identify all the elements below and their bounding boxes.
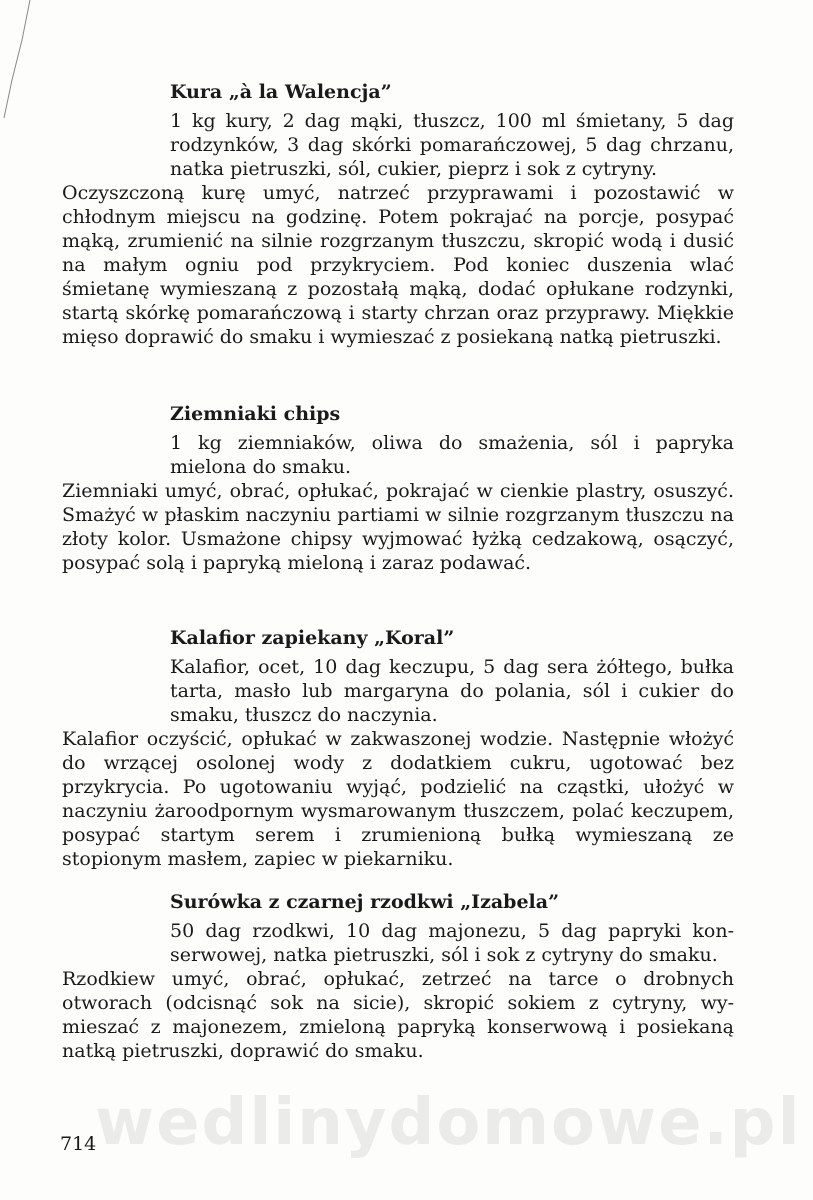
recipe-ingredients: 1 kg ziemniaków, oliwa do smażenia, sól i papryka mielona do smaku. — [170, 432, 734, 478]
recipe-title: Surówka z czarnej rzodkwi „Izabela” — [170, 891, 559, 913]
recipe-surowka-z-czarnej-rzodkwi — [62, 890, 734, 1063]
recipe-ingredients: 1 kg kury, 2 dag mąki, tłuszcz, 100 ml śmietany, 5 dag rodzynków, 3 dag skórki pomarańczowej, 5 dag chrzanu, natka pietruszki, sól, cukier, pieprz i sok z cytryny. — [170, 110, 734, 180]
recipe-kura-a-la-walencja — [62, 80, 734, 349]
recipe-title: Kura „à la Walencja” — [170, 81, 392, 103]
recipe-ingredients: Kalafior, ocet, 10 dag keczupu, 5 dag sera żółtego, bułka tarta, masło lub margaryna do polania, sól i cukier do smaku, tłuszcz do naczynia. — [170, 656, 734, 726]
recipe-ingredients: 50 dag rzodkwi, 10 dag majonezu, 5 dag papryki konserwowej, natka pietruszki, sól i sok z cytryny do smaku. — [170, 920, 734, 966]
recipe-method: Rzodkiew umyć, obrać, opłukać, zetrzeć na tarce o drobnych otworach (odcisnąć sok na sicie), skropić sokiem z cytryny, wymieszać z majonezem, zmieloną papryką konserwową i posiekaną natką pietruszki, doprawić do smaku. — [62, 968, 734, 1062]
recipe-method: Kalafior oczyścić, opłukać w zakwaszonej wodzie. Następnie włożyć do wrzącej osolonej wody z dodatkiem cukru, ugotować bez przykrycia. Po ugotowaniu wyjąć, podzielić na cząstki, ułożyć w naczyniu żaroodpornym wysmarowanym tłuszczem, polać keczupem, posypać startym serem i zrumienioną bułką wymieszaną ze stopionym masłem, zapiec w piekarniku. — [62, 728, 734, 870]
recipe-title: Kalafior zapiekany „Koral” — [170, 627, 455, 649]
recipe-ziemniaki-chips — [62, 402, 734, 575]
page-number: 714 — [60, 1133, 97, 1155]
recipe-title: Ziemniaki chips — [170, 403, 341, 425]
recipe-method: Oczyszczoną kurę umyć, natrzeć przyprawami i pozostawić w chłodnym miejscu na godzinę. Potem pokrajać na porcje, posypać mąką, zrumienić na silnie rozgrzanym tłuszczu, skropić wodą i dusić na małym ogniu pod przykryciem. Pod koniec duszenia wlać śmietanę wymieszaną z pozostałą mąką, dodać opłukane rodzynki, startą skórkę pomarańczową i starty chrzan oraz przyprawy. Miękkie mięso doprawić do smaku i wymieszać z posiekaną natką pietruszki. — [62, 182, 734, 348]
watermark: wedlinydomowe.pl — [95, 1086, 802, 1160]
recipe-kalafior-zapiekany — [62, 626, 734, 871]
recipe-method: Ziemniaki umyć, obrać, opłukać, pokrajać w cienkie plastry, osuszyć. Smażyć w płaskim naczyniu partiami w silnie rozgrzanym tłuszczu na złoty kolor. Usmażone chipsy wyjmować łyżką cedzakową, osączyć, posypać solą i papryką mieloną i zaraz podawać. — [62, 480, 734, 574]
scan-edge-mark — [0, 0, 40, 120]
